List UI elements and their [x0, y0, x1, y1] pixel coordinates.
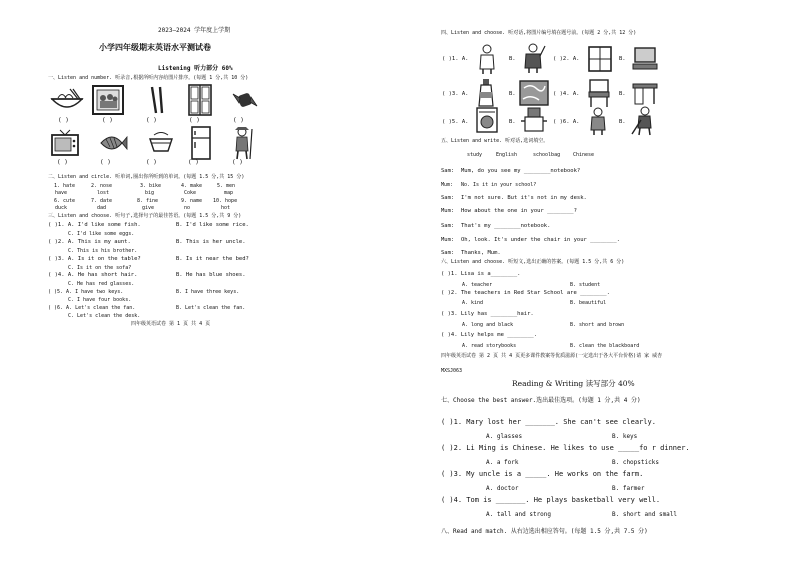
option-a[interactable]: A. read storybooks — [462, 343, 517, 349]
question-item[interactable]: ( )4. Tom is _______. He plays basketball very well. — [441, 496, 661, 504]
robot-icon — [519, 107, 549, 133]
option-a[interactable]: A. tall and strong — [486, 511, 552, 518]
word-option[interactable]: big — [145, 190, 155, 196]
option-b-label: B. — [619, 56, 626, 62]
word-option[interactable]: 10. hope — [213, 198, 238, 204]
answer-paren[interactable]: ( ) — [189, 117, 200, 124]
question-item[interactable]: ( )1. A. I'd like some fish. — [48, 222, 141, 228]
answer-paren[interactable]: ( ) — [57, 159, 68, 166]
page-footer: 四年级英语试卷 第 1 页 共 4 页 — [131, 321, 211, 327]
tv-icon — [50, 129, 80, 157]
question-item[interactable]: ( )3. A. — [442, 91, 469, 97]
speaker: Sam: — [441, 168, 455, 174]
dialogue-line: No. Is it in your school? — [461, 182, 537, 188]
option-b-label: B. — [509, 56, 516, 62]
option-b[interactable]: B. Is it near the bed? — [176, 256, 249, 262]
sofa-icon — [146, 129, 176, 157]
washing-machine-icon — [476, 107, 498, 133]
word-option[interactable]: have — [55, 190, 68, 196]
dialogue-line[interactable]: How about the one in your ________? — [461, 208, 577, 214]
speaker: Mum: — [441, 237, 455, 243]
section-5-instructions: 五、Listen and write. 听对话,选词填空。 — [441, 138, 549, 144]
option-b[interactable]: B. farmer — [612, 485, 645, 492]
answer-paren[interactable]: ( ) — [58, 117, 69, 124]
question-item[interactable]: ( )1. Mary lost her _______. She can't see clearly. — [441, 418, 656, 426]
noodles-bowl-icon — [48, 87, 86, 113]
window-icon — [588, 46, 612, 72]
answer-paren[interactable]: ( ) — [232, 159, 243, 166]
option-c[interactable]: C. I have four books. — [68, 297, 132, 303]
option-a[interactable]: A. teacher — [462, 282, 493, 288]
candy-icon — [230, 88, 260, 112]
answer-paren[interactable]: ( ) — [233, 117, 244, 124]
speaker: Mum: — [441, 208, 455, 214]
option-a[interactable]: A. long and black — [462, 322, 514, 328]
section-4-instructions: 四、Listen and choose. 听对话,将图片编号填在题号前。(每题 2 分,共 12 分) — [441, 30, 637, 36]
question-item[interactable]: ( )5. A. I have two keys. — [48, 289, 124, 295]
option-b-label: B. — [509, 91, 516, 97]
dialogue-line: I'm not sure. But it's not in my desk. — [461, 195, 587, 201]
word-option[interactable]: hot — [221, 205, 231, 211]
teacher-icon — [520, 42, 546, 74]
question-item[interactable]: ( )5. A. — [442, 119, 469, 125]
word-bank-item: Chinese — [573, 152, 595, 158]
option-a[interactable]: A. kind — [462, 300, 484, 306]
dialogue-line: Thanks, Mum. — [461, 250, 501, 256]
question-item[interactable]: ( )3. A. Is it on the table? — [48, 256, 141, 262]
option-b[interactable]: B. I'd like some rice. — [176, 222, 249, 228]
section-6-instructions: 六、Listen and choose. 听短文,选出正确的答案。(每题 1.5 分,共 6 分) — [441, 259, 625, 265]
word-option[interactable]: 7. date — [91, 198, 113, 204]
question-item[interactable]: ( )2. A. — [553, 56, 580, 62]
word-option[interactable]: 9. name — [181, 198, 203, 204]
page-footer: 四年级英语试卷 第 2 页 共 4 页更多课件教案等优质滋源(一定选出于各大平台价格)请 家 威杏 — [441, 353, 663, 359]
worker-icon — [630, 106, 656, 136]
word-bank-item: study — [467, 152, 483, 158]
photo-frame-icon — [92, 85, 124, 115]
word-option[interactable]: dad — [97, 205, 107, 211]
option-b[interactable]: B. short and small — [612, 511, 678, 518]
question-item[interactable]: ( )2. Li Ming is Chinese. He likes to use _____fo r dinner. — [441, 444, 690, 452]
word-option[interactable]: 1. hate — [54, 183, 76, 189]
question-item[interactable]: ( )4. A. — [553, 91, 580, 97]
option-c[interactable]: C. Let's clean the desk. — [68, 313, 141, 319]
word-bank-item: schoolbag — [533, 152, 561, 158]
answer-paren[interactable]: ( ) — [146, 117, 157, 124]
word-bank-item: English — [496, 152, 518, 158]
word-option[interactable]: 2. nose — [91, 183, 113, 189]
option-b[interactable]: B. I have three keys. — [176, 289, 240, 295]
question-item[interactable]: ( )2. A. This is my aunt. — [48, 239, 131, 245]
exam-title: 小学四年级期末英语水平测试卷 — [99, 43, 211, 52]
fridge-icon — [190, 126, 212, 160]
word-option[interactable]: no — [184, 205, 191, 211]
word-option[interactable]: give — [142, 205, 155, 211]
speaker: Mum: — [441, 182, 454, 188]
section-2-instructions: 二、Listen and circle. 听单词,圈出你所听到的单词。(每题 1.5 分,共 15 分) — [48, 174, 245, 180]
word-option[interactable]: 3. bike — [140, 183, 162, 189]
word-option[interactable]: 5. men — [217, 183, 236, 189]
dialogue-line[interactable]: Oh, look. It's under the chair in your ________. — [461, 237, 620, 243]
option-c[interactable]: C. He has red glasses. — [68, 281, 135, 287]
question-item[interactable]: ( )6. A. Let's clean the fan. — [48, 305, 136, 311]
question-item[interactable]: ( )4. A. He has short hair. — [48, 272, 138, 278]
option-b[interactable]: B. short and brown — [570, 322, 625, 328]
word-option[interactable]: map — [224, 190, 234, 196]
farmer-icon — [228, 125, 256, 161]
option-c[interactable]: C. This is his brother. — [68, 248, 138, 254]
option-b[interactable]: B. student — [570, 282, 601, 288]
answer-paren[interactable]: ( ) — [100, 159, 111, 166]
word-option[interactable]: lost — [97, 190, 110, 196]
question-item[interactable]: ( )3. My uncle is a _____. He works on the farm. — [441, 470, 644, 478]
dialogue-line[interactable]: That's my ________notebook. — [461, 223, 551, 229]
question-item[interactable]: ( )1. Lisa is a________. — [441, 271, 521, 277]
year-heading: 2023—2024 学年度上学期 — [158, 27, 231, 34]
section-7-instructions: 七、Choose the best answer.选出最佳选项。(每题 1 分,共 4 分) — [441, 397, 641, 404]
word-option[interactable]: Coke — [184, 190, 197, 196]
option-b[interactable]: B. keys — [612, 433, 638, 440]
farmer-icon — [586, 106, 610, 136]
speaker: Sam: — [441, 195, 455, 201]
section-1-instructions: 一、Listen and number. 听录音,根据所听内容给图片排序。(每题 1 分,共 10 分) — [48, 75, 249, 81]
option-b[interactable]: B. chopsticks — [612, 459, 659, 466]
speaker: Sam: — [441, 223, 455, 229]
option-c[interactable]: C. I'd like some eggs. — [68, 231, 135, 237]
option-b[interactable]: B. Let's clean the fan. — [176, 305, 246, 311]
option-a[interactable]: A. a fork — [486, 459, 519, 466]
exam-code: MXSJ063 — [441, 368, 463, 374]
chopsticks-icon — [146, 85, 170, 115]
dialogue-line[interactable]: Mum, do you see my ________notebook? — [461, 168, 581, 174]
question-item[interactable]: ( )2. The teachers in Red Star School are ________. — [441, 290, 610, 296]
word-option[interactable]: duck — [55, 205, 68, 211]
option-b[interactable]: B. beautiful — [570, 300, 607, 306]
speaker: Sam: — [441, 250, 455, 256]
question-item[interactable]: ( )4. Lily helps me ________. — [441, 332, 538, 338]
desk-icon — [632, 80, 658, 106]
section-8-instructions: 八、Read and match. 从右边选出相应答句。(每题 1.5 分,共 7.5 分) — [441, 528, 648, 535]
word-option[interactable]: 6. cute — [54, 198, 76, 204]
option-b[interactable]: B. He has blue shoes. — [176, 272, 246, 278]
option-b-label: B. — [619, 91, 626, 97]
word-option[interactable]: 8. fine — [137, 198, 159, 204]
question-item[interactable]: ( )1. A. — [442, 56, 469, 62]
map-icon — [519, 80, 549, 106]
computer-icon — [632, 46, 660, 72]
question-item[interactable]: ( )6. A. — [553, 119, 580, 125]
answer-paren[interactable]: ( ) — [146, 159, 157, 166]
reading-heading: Reading & Writing 读写部分 40% — [512, 379, 635, 388]
question-item[interactable]: ( )3. Lily has ________hair. — [441, 311, 534, 317]
answer-paren[interactable]: ( ) — [188, 159, 199, 166]
option-b-label: B. — [509, 119, 516, 125]
option-a[interactable]: A. doctor — [486, 485, 519, 492]
option-b-label: B. — [619, 119, 626, 125]
option-b[interactable]: B. clean the blackboard — [570, 343, 640, 349]
option-b[interactable]: B. This is her uncle. — [176, 239, 246, 245]
listening-heading: Listening 听力部分 60% — [158, 65, 233, 72]
word-option[interactable]: 4. make — [181, 183, 203, 189]
window-icon — [188, 84, 212, 116]
option-a[interactable]: A. glasses — [486, 433, 523, 440]
bottle-icon — [474, 78, 498, 108]
option-c[interactable]: C. Is it on the sofa? — [68, 265, 132, 271]
chair-icon — [586, 78, 612, 108]
fish-icon — [98, 129, 128, 157]
answer-paren[interactable]: ( ) — [102, 117, 113, 124]
doctor-icon — [476, 43, 498, 75]
section-3-instructions: 三、Listen and choose. 听句子,选择句子的最佳答语。(每题 1.5 分,共 9 分) — [48, 213, 242, 219]
